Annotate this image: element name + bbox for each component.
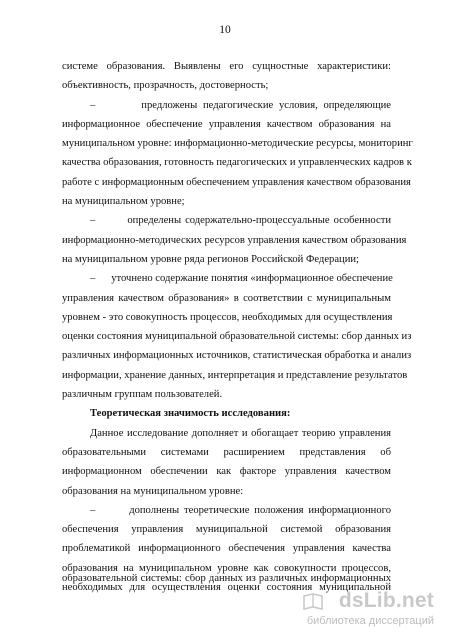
text-line: качества образования, готовность педагогических и управленческих кадров к (62, 157, 412, 169)
text-line: информации, хранение данных, интерпретация и представление результатов (62, 369, 408, 381)
text-line: проблематикой информационного обеспечения управления качества (62, 543, 391, 555)
text-line: работе с информационным обеспечением управления качеством образования (62, 176, 411, 188)
cut-off-line (62, 574, 391, 584)
text-line: различным группам пользователей. (62, 389, 223, 401)
text-line: информационное обеспечение управления качеством образования на (62, 118, 391, 130)
list-item-line: – определены содержательно-процессуальные особенности (90, 215, 391, 227)
watermark-name: dsLib.net (338, 589, 434, 612)
list-item-line: – дополнены теоретические положения информационного (90, 504, 391, 516)
text-line: информационном обеспечении как факторе управления качеством (62, 466, 391, 478)
text-line: уровнем - это совокупность процессов, необходимых для осуществления (62, 311, 393, 323)
text-line: различных информационных источников, статистическая обработка и анализ (62, 350, 412, 362)
text-line: объективность, прозрачность, достоверность; (62, 80, 269, 92)
text-line: образовательной системы: сбор данных из различных информационных (62, 574, 391, 584)
document-body (62, 57, 413, 597)
text-line: образования на муниципальном уровне: (62, 485, 244, 497)
section-heading: Теоретическая значимость исследования: (90, 408, 291, 420)
text-line: на муниципальном уровне; (62, 196, 185, 208)
text-line: Данное исследование дополняет и обогащает теорию управления (90, 427, 391, 439)
text-line: на муниципальном уровне ряда регионов Российской Федерации; (62, 253, 359, 265)
text-line: образовательными системами расширением представления об (62, 446, 391, 458)
text-line: информационно-методических ресурсов управления качеством образования (62, 234, 407, 246)
text-line: управления качеством образования» в соответствии с муниципальным (62, 292, 391, 304)
text-line: обеспечения управления муниципальной системой образования (62, 524, 391, 536)
watermark (298, 589, 434, 631)
list-item-line: – предложены педагогические условия, определяющие (90, 99, 391, 111)
text-line: системе образования. Выявлены его сущностные характеристики: (62, 61, 391, 72)
text-line: муниципальном уровне: информационно-методические ресурсы, мониторинг (62, 138, 413, 150)
text-line: необходимых для осуществления оценки состояния муниципальной (62, 582, 391, 594)
watermark-subtitle: библиотека диссертаций (306, 615, 434, 627)
page-number: 10 (219, 24, 231, 36)
book-logo-icon (302, 591, 324, 613)
text-line: образования на муниципальном уровне как совокупности процессов, (62, 562, 391, 574)
text-line: оценки состояния муниципальной образовательной системы: сбор данных из (62, 331, 412, 343)
list-item-line: – уточнено содержание понятия «информационное обеспечение (90, 273, 393, 285)
